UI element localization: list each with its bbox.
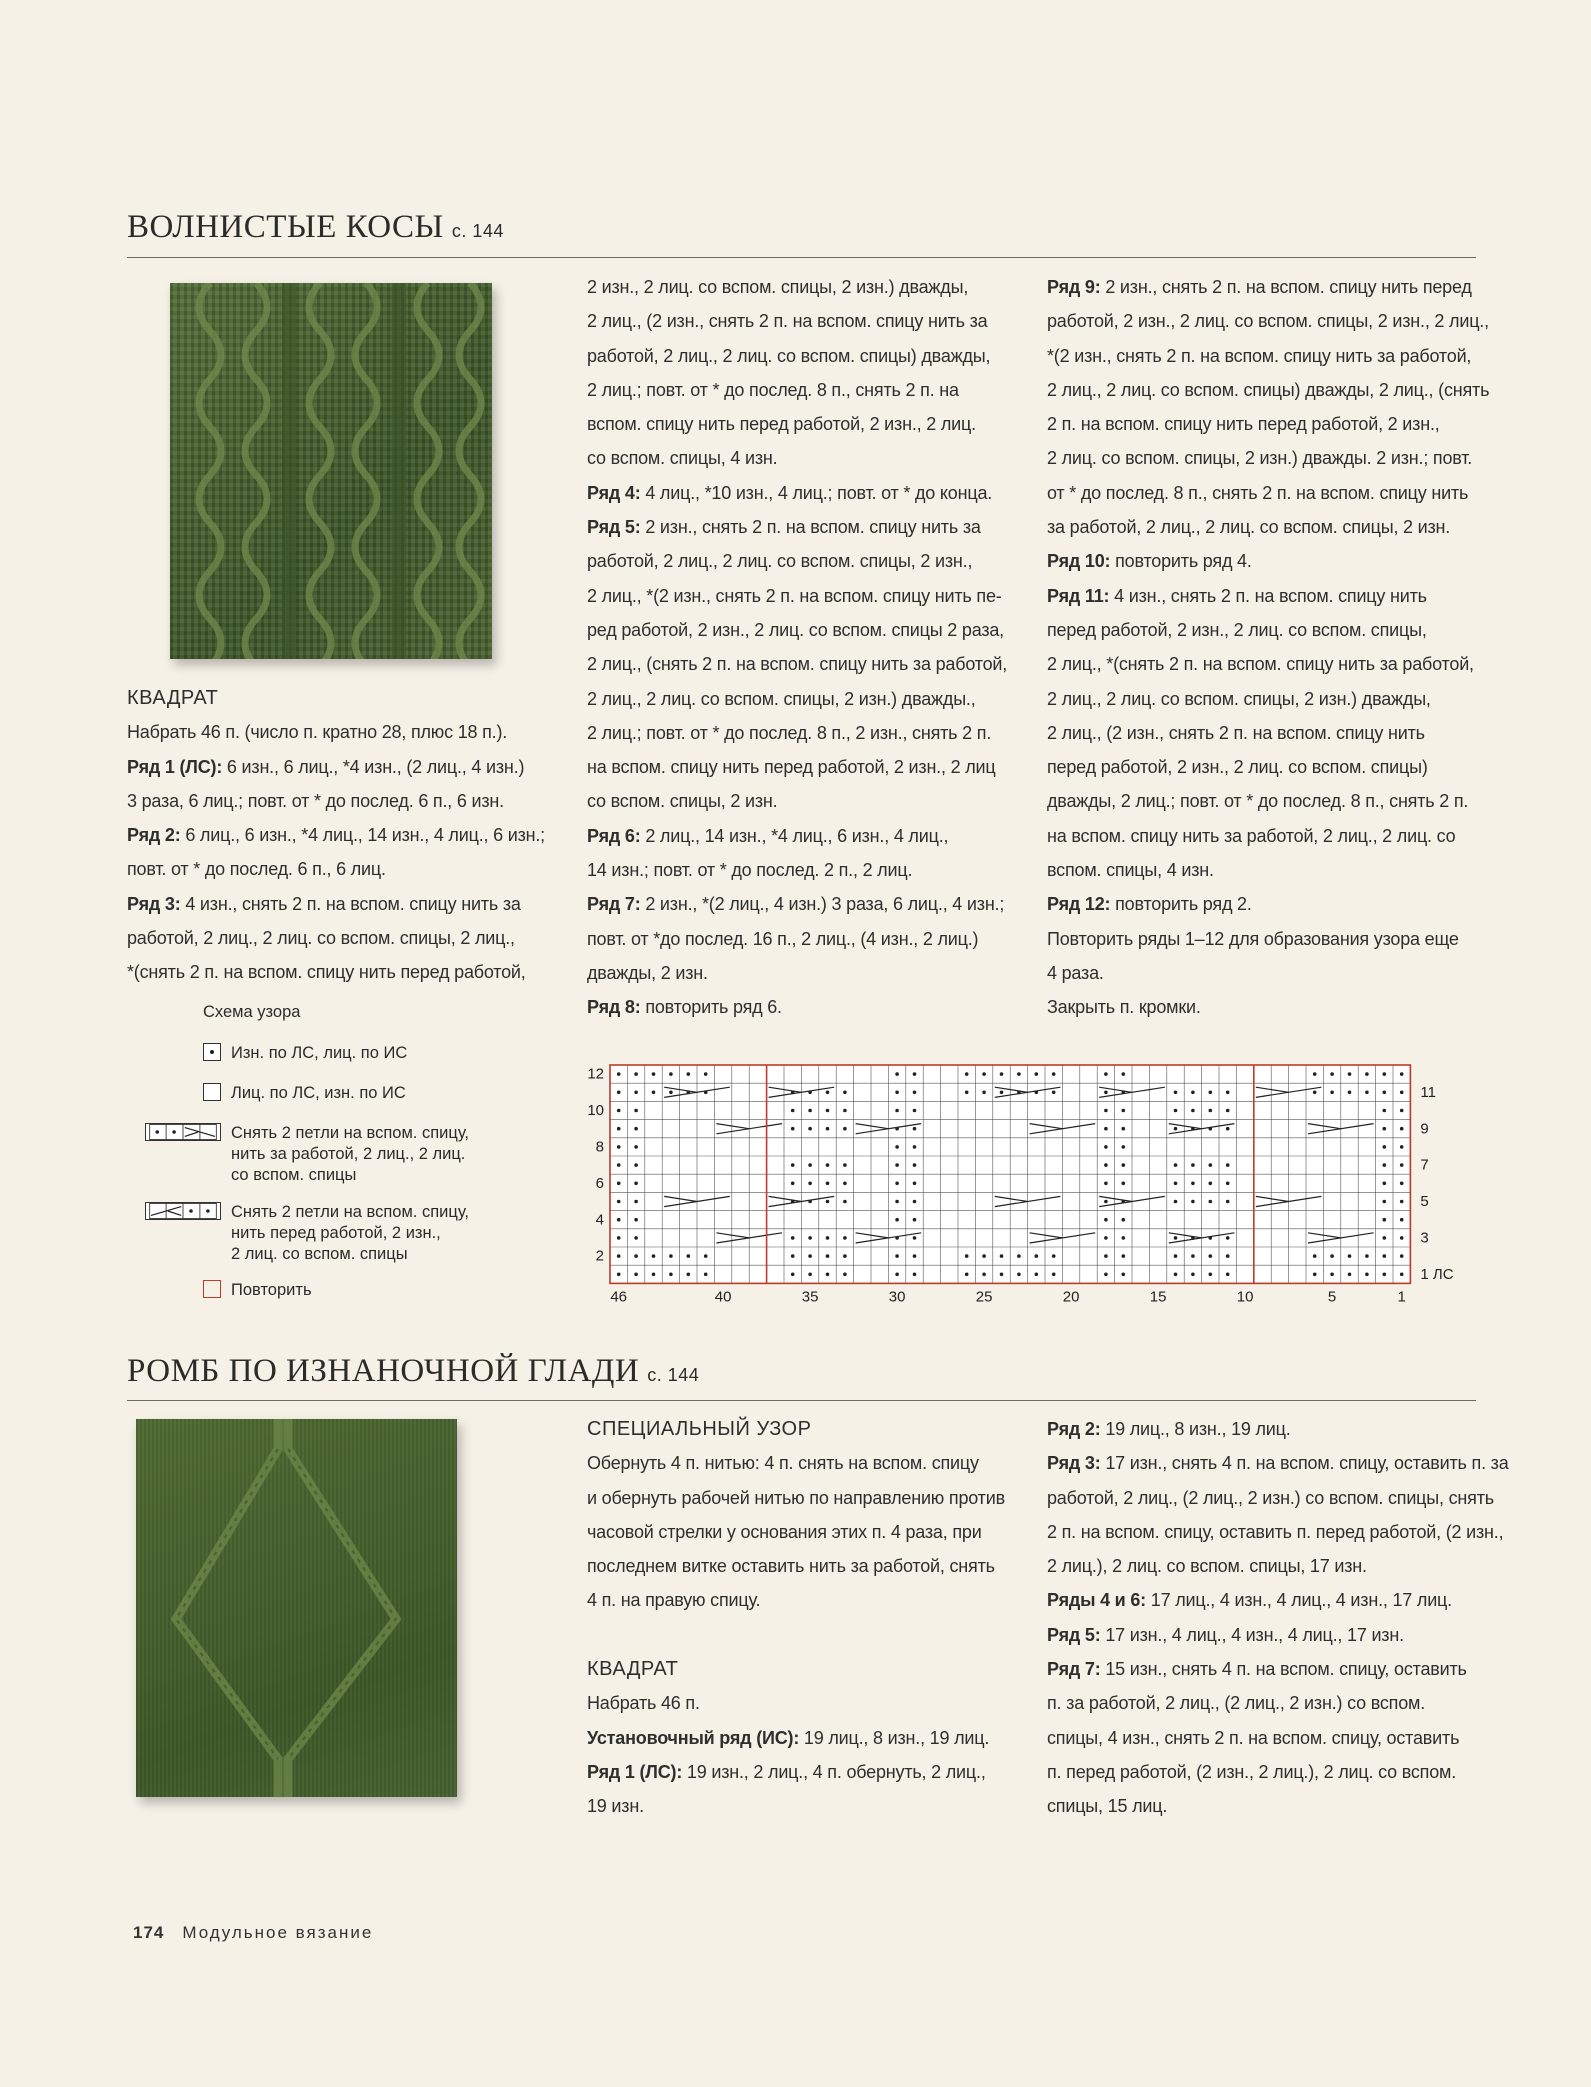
instruction-line: Ряд 7: 15 изн., снять 4 п. на вспом. спицу, оставить (1047, 1659, 1467, 1680)
instruction-line: повт. от *до послед. 16 п., 2 лиц., (4 изн., 2 лиц.) (587, 928, 979, 949)
instruction-line: вспом. спицу нить перед работой, 2 изн., 2 лиц. (587, 414, 976, 435)
instruction-line: дважды, 2 изн. (587, 962, 708, 983)
instruction-line: 2 лиц., 2 лиц. со вспом. спицы) дважды, 2 лиц., (снять (1047, 379, 1490, 400)
instruction-line: спицы, 15 лиц. (1047, 1796, 1168, 1817)
instruction-line: Ряд 5: 17 изн., 4 лиц., 4 изн., 4 лиц., 17 изн. (1047, 1624, 1404, 1645)
instruction-line: 19 изн. (587, 1796, 644, 1817)
knitting-chart (580, 1056, 1480, 1306)
instruction-line: перед работой, 2 изн., 2 лиц. со вспом. спицы) (1047, 757, 1428, 778)
section-title-text: ВОЛНИСТЫЕ КОСЫ (127, 209, 444, 245)
legend-item-knit: Лиц. по ЛС, изн. по ИС (203, 1083, 406, 1104)
instruction-line: и обернуть рабочей нитью по направлению против (587, 1487, 1005, 1508)
column-3-instructions (1047, 270, 1489, 1025)
instruction-line: *(снять 2 п. на вспом. спицу нить перед работой, (127, 962, 526, 983)
row-label: Ряд 2: (1047, 1419, 1101, 1439)
instruction-line: Ряд 5: 2 изн., снять 2 п. на вспом. спицу нить за (587, 517, 981, 538)
instruction-line: на вспом. спицу нить перед работой, 2 изн., 2 лиц (587, 757, 996, 778)
instruction-line: Установочный ряд (ИС): 19 лиц., 8 изн., 19 лиц. (587, 1727, 990, 1748)
knit-empty-square-icon (203, 1083, 221, 1101)
instruction-line: повт. от * до послед. 6 п., 6 лиц. (127, 859, 386, 880)
heading-special-pattern: СПЕЦИАЛЬНЫЙ УЗОР (587, 1418, 812, 1440)
heading-square: КВАДРАТ (587, 1658, 679, 1681)
instruction-line: Закрыть п. кромки. (1047, 997, 1201, 1018)
section2-column-2 (587, 1412, 1005, 1824)
column-label: 20 (1062, 1288, 1080, 1306)
instruction-line: от * до послед. 8 п., снять 2 п. на вспом. спицу нить (1047, 482, 1469, 503)
instruction-line: 2 изн., 2 лиц. со вспом. спицы, 2 изн.) дважды, (587, 277, 969, 297)
column-label: 46 (610, 1288, 628, 1306)
row-label: Ряд 11: (1047, 585, 1110, 606)
instruction-line: работой, 2 лиц., 2 лиц. со вспом. спицы, 2 изн., (587, 551, 973, 572)
legend-item-repeat: Повторить (203, 1280, 312, 1301)
section-divider (127, 1400, 1476, 1401)
page-number: 174 (133, 1923, 165, 1942)
legend-item-cable-back: Снять 2 петли на вспом. спицу, нить за работой, 2 лиц., 2 лиц. со вспом. спицы (145, 1123, 469, 1186)
column-2-instructions (587, 270, 1007, 1025)
instruction-line: Повторить ряды 1–12 для образования узора еще (1047, 928, 1459, 949)
row-label: Ряд 2: (127, 825, 181, 846)
column-label: 40 (714, 1288, 732, 1306)
instruction-line: 14 изн.; повт. от * до послед. 2 п., 2 лиц. (587, 860, 913, 881)
page-reference: с. 144 (647, 1365, 700, 1385)
instruction-line: 2 лиц., (снять 2 п. на вспом. спицу нить за работой, (587, 654, 1008, 675)
wavy-cables-swatch-photo (170, 283, 492, 659)
instruction-line: Ряд 1 (ЛС): 19 изн., 2 лиц., 4 п. обернуть, 2 лиц., (587, 1761, 986, 1782)
instruction-line: Ряд 3: 4 изн., снять 2 п. на вспом. спицу нить за (127, 893, 521, 914)
row-label-left: 4 (595, 1211, 604, 1229)
legend-title: Схема узора (203, 1003, 301, 1021)
instruction-line: вспом. спицы, 4 изн. (1047, 860, 1214, 881)
section-title-diamond (127, 1353, 699, 1390)
page-reference: с. 144 (451, 221, 504, 241)
instruction-line: 4 п. на правую спицу. (587, 1590, 761, 1611)
instruction-line: Ряды 4 и 6: 17 лиц., 4 изн., 4 лиц., 4 изн., 17 лиц. (1047, 1590, 1452, 1611)
section-title-text: РОМБ ПО ИЗНАНОЧНОЙ ГЛАДИ (127, 1353, 640, 1389)
legend-item-cable-front: Снять 2 петли на вспом. спицу, нить перед работой, 2 изн., 2 лиц. со вспом. спицы (145, 1202, 469, 1265)
instruction-line: работой, 2 лиц., 2 лиц. со вспом. спицы, 2 лиц., (127, 928, 515, 949)
instruction-line: со вспом. спицы, 2 изн. (587, 791, 778, 812)
instruction-line: Ряд 7: 2 изн., *(2 лиц., 4 изн.) 3 раза, 6 лиц., 4 изн.; (587, 894, 1005, 915)
instruction-line: перед работой, 2 изн., 2 лиц. со вспом. спицы, (1047, 619, 1427, 640)
row-label: Ряд 10: (1047, 551, 1111, 572)
instruction-line: 2 лиц., 2 лиц. со вспом. спицы, 2 изн.) дважды., (587, 688, 976, 709)
instruction-line: Ряд 1 (ЛС): 6 изн., 6 лиц., *4 изн., (2 лиц., 4 изн.) (127, 756, 525, 777)
instruction-line: п. перед работой, (2 изн., 2 лиц.), 2 лиц. со вспом. (1047, 1761, 1457, 1782)
instruction-line: 2 лиц.), 2 лиц. со вспом. спицы, 17 изн. (1047, 1556, 1367, 1577)
row-label: Ряд 5: (587, 517, 641, 538)
row-label: Установочный ряд (ИС): (587, 1727, 800, 1748)
page-footer (133, 1923, 373, 1943)
section2-column-3 (1047, 1412, 1509, 1824)
column-label: 30 (888, 1288, 906, 1306)
instruction-line: 2 п. на вспом. спицу, оставить п. перед работой, (2 изн., (1047, 1521, 1504, 1542)
column-label: 15 (1149, 1288, 1167, 1306)
row-label-left: 8 (595, 1138, 604, 1156)
instruction-line: Ряд 11: 4 изн., снять 2 п. на вспом. спицу нить (1047, 585, 1427, 606)
row-label-left: 12 (587, 1065, 604, 1083)
instruction-line: Ряд 3: 17 изн., снять 4 п. на вспом. спицу, оставить п. за (1047, 1453, 1509, 1474)
cable-back-icon (145, 1123, 221, 1141)
row-label: Ряд 3: (127, 893, 181, 914)
instruction-line: 2 п. на вспом. спицу нить перед работой, 2 изн., (1047, 414, 1440, 435)
instruction-line: Ряд 2: 19 лиц., 8 изн., 19 лиц. (1047, 1419, 1291, 1439)
legend-item-purl: Изн. по ЛС, лиц. по ИС (203, 1043, 407, 1064)
instruction-line: п. за работой, 2 лиц., (2 лиц., 2 изн.) со вспом. (1047, 1693, 1425, 1714)
row-label: Ряд 7: (1047, 1659, 1101, 1680)
column-1-instructions (127, 681, 545, 990)
row-label-right: 1 ЛС (1420, 1265, 1454, 1283)
cable-front-icon (145, 1202, 221, 1220)
instruction-line: последнем витке оставить нить за работой, снять (587, 1556, 995, 1577)
row-label: Ряд 1 (ЛС): (587, 1761, 683, 1782)
row-label-left: 10 (587, 1102, 604, 1120)
instruction-line: 2 лиц., *(2 изн., снять 2 п. на вспом. спицу нить пе- (587, 585, 1002, 606)
row-label: Ряд 6: (587, 825, 641, 846)
instruction-line: дважды, 2 лиц.; повт. от * до послед. 8 п., снять 2 п. (1047, 791, 1469, 812)
instruction-line: работой, 2 лиц., 2 лиц. со вспом. спицы) дважды, (587, 345, 991, 366)
instruction-line: 2 лиц., (2 изн., снять 2 п. на вспом. спицу нить за (587, 311, 988, 332)
instruction-line: Обернуть 4 п. нитью: 4 п. снять на вспом. спицу (587, 1453, 979, 1474)
row-label-right: 9 (1420, 1120, 1429, 1138)
instruction-line: *(2 изн., снять 2 п. на вспом. спицу нить за работой, (1047, 345, 1472, 366)
instruction-line: часовой стрелки у основания этих п. 4 раза, при (587, 1521, 982, 1542)
instruction-line: 2 лиц. со вспом. спицы, 2 изн.) дважды. 2 изн.; повт. (1047, 448, 1473, 469)
instruction-line: 2 лиц.; повт. от * до послед. 8 п., снять 2 п. на (587, 379, 959, 400)
row-label: Ряд 3: (1047, 1453, 1101, 1474)
row-label: Ряд 12: (1047, 894, 1111, 915)
row-label-right: 11 (1420, 1083, 1436, 1101)
column-label: 10 (1236, 1288, 1254, 1306)
instruction-line: Ряд 8: повторить ряд 6. (587, 997, 782, 1018)
purl-dot-icon (203, 1043, 221, 1061)
instruction-line: 3 раза, 6 лиц.; повт. от * до послед. 6 п., 6 изн. (127, 790, 504, 811)
row-label: Ряды 4 и 6: (1047, 1590, 1146, 1611)
instruction-line: Ряд 10: повторить ряд 4. (1047, 551, 1252, 572)
instruction-line: 2 лиц.; повт. от * до послед. 8 п., 2 изн., снять 2 п. (587, 722, 992, 743)
diamond-swatch-photo (136, 1419, 457, 1797)
row-label-left: 2 (595, 1247, 604, 1265)
column-label: 25 (975, 1288, 993, 1306)
knitting-chart-svg (580, 1056, 1480, 1306)
row-label: Ряд 7: (587, 894, 641, 915)
instruction-line: 4 раза. (1047, 962, 1104, 983)
row-label: Ряд 5: (1047, 1624, 1101, 1645)
instruction-line: Ряд 9: 2 изн., снять 2 п. на вспом. спицу нить перед (1047, 277, 1472, 297)
row-label: Ряд 1 (ЛС): (127, 756, 223, 777)
instruction-line: 2 лиц., (2 изн., снять 2 п. на вспом. спицу нить (1047, 722, 1425, 743)
column-label: 35 (801, 1288, 819, 1306)
repeat-box-icon (203, 1280, 221, 1298)
heading-square: КВАДРАТ (127, 687, 219, 709)
instruction-line: ред работой, 2 изн., 2 лиц. со вспом. спицы 2 раза, (587, 619, 1004, 640)
row-label: Ряд 9: (1047, 277, 1101, 297)
instruction-line: работой, 2 изн., 2 лиц. со вспом. спицы, 2 изн., 2 лиц., (1047, 311, 1489, 332)
row-label-right: 3 (1420, 1229, 1429, 1247)
section-title-wavy-cables (127, 209, 504, 246)
row-label-right: 5 (1420, 1193, 1429, 1211)
row-label: Ряд 4: (587, 482, 641, 503)
instruction-line: Ряд 12: повторить ряд 2. (1047, 894, 1252, 915)
book-title: Модульное вязание (182, 1923, 374, 1942)
instruction-line: 2 лиц., 2 лиц. со вспом. спицы, 2 изн.) дважды, (1047, 688, 1431, 709)
section-divider (127, 257, 1476, 258)
row-label: Ряд 8: (587, 997, 641, 1018)
row-label-left: 6 (595, 1174, 604, 1192)
instruction-line: Ряд 2: 6 лиц., 6 изн., *4 лиц., 14 изн., 4 лиц., 6 изн.; (127, 825, 545, 846)
row-label-right: 7 (1420, 1156, 1429, 1174)
column-label: 5 (1327, 1288, 1337, 1306)
instruction-line: спицы, 4 изн., снять 2 п. на вспом. спицу, оставить (1047, 1727, 1460, 1748)
chart-legend (145, 1002, 545, 1312)
instruction-line: 2 лиц., *(снять 2 п. на вспом. спицу нить за работой, (1047, 654, 1474, 675)
instruction-line: за работой, 2 лиц., 2 лиц. со вспом. спицы, 2 изн. (1047, 517, 1451, 538)
instruction-line: работой, 2 лиц., (2 лиц., 2 изн.) со вспом. спицы, снять (1047, 1487, 1494, 1508)
instruction-line: на вспом. спицу нить за работой, 2 лиц., 2 лиц. со (1047, 825, 1456, 846)
instruction-line: Набрать 46 п. (число п. кратно 28, плюс 18 п.). (127, 722, 508, 743)
instruction-line: Ряд 4: 4 лиц., *10 изн., 4 лиц.; повт. от * до конца. (587, 482, 993, 503)
instruction-line: Набрать 46 п. (587, 1693, 700, 1714)
column-label: 1 (1397, 1288, 1406, 1306)
instruction-line: со вспом. спицы, 4 изн. (587, 448, 778, 469)
instruction-line: Ряд 6: 2 лиц., 14 изн., *4 лиц., 6 изн., 4 лиц., (587, 825, 949, 846)
